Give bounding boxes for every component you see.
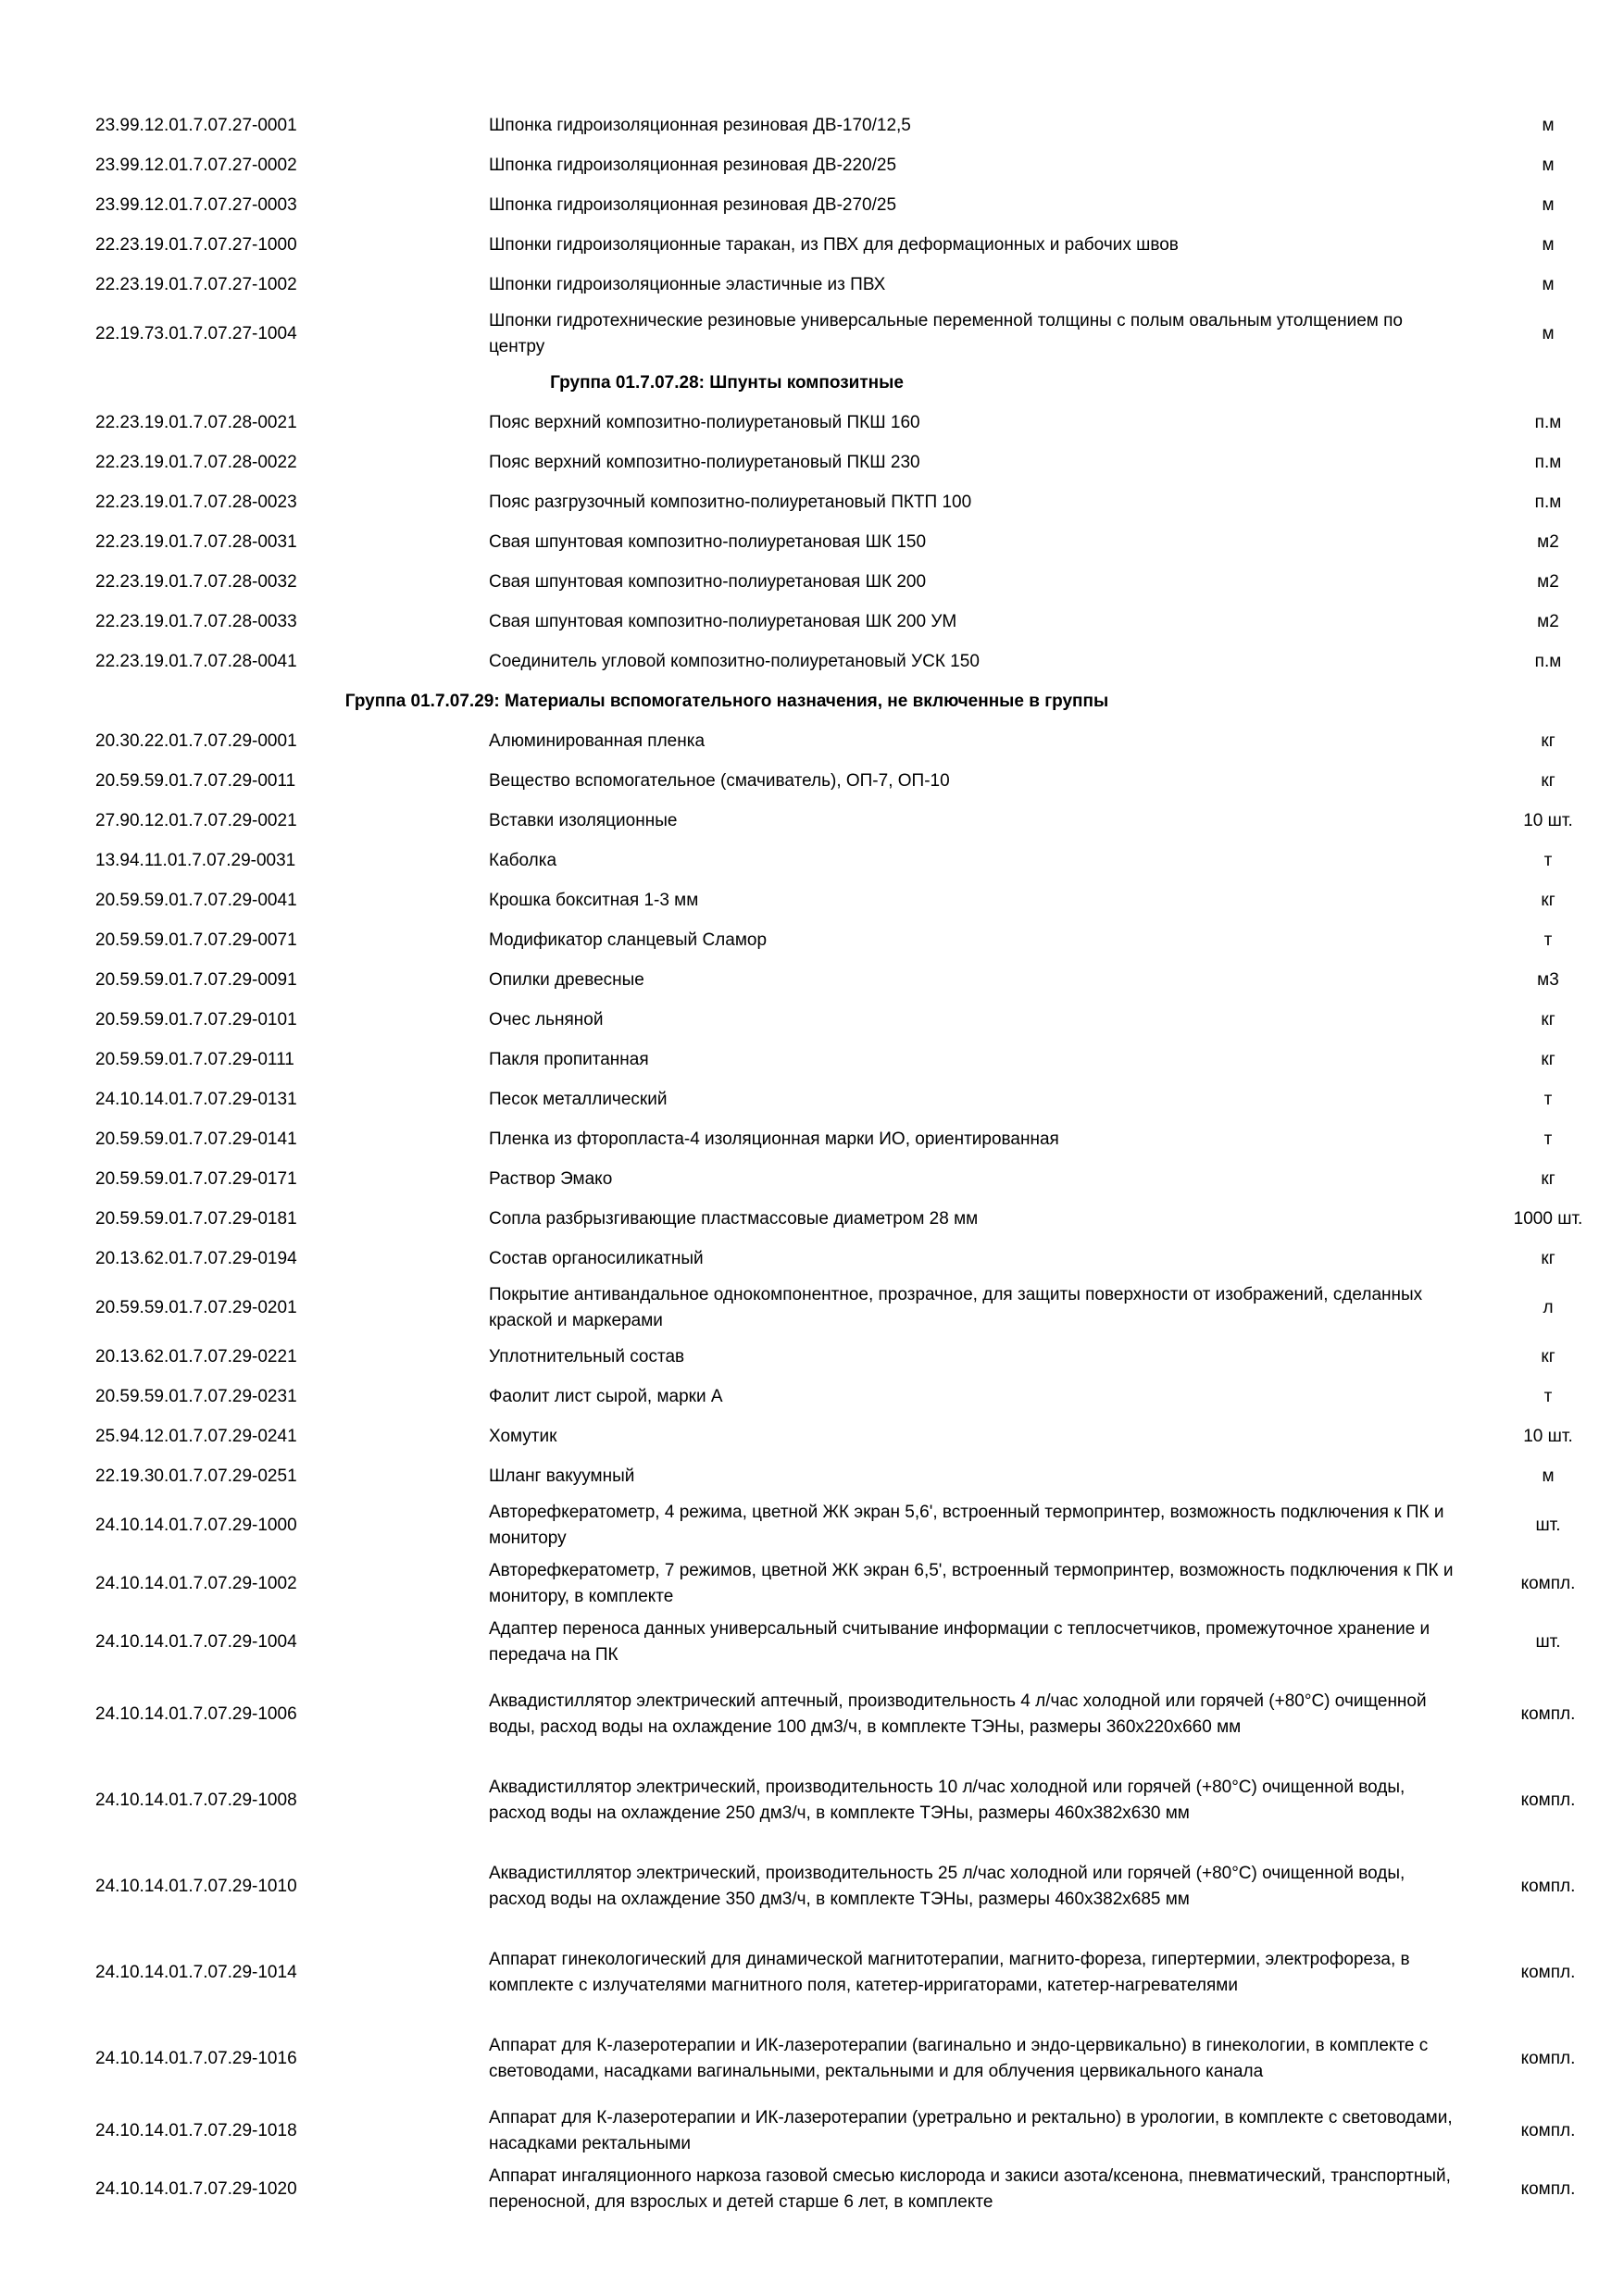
item-code: 22.23.19.01.7.07.28-0022 — [95, 452, 297, 472]
item-name: Хомутик — [489, 1426, 557, 1446]
item-code: 20.59.59.01.7.07.29-0111 — [95, 1049, 294, 1069]
table-row — [95, 403, 1608, 443]
item-code: 24.10.14.01.7.07.29-1016 — [95, 2048, 297, 2068]
item-unit: п.м — [1534, 651, 1562, 671]
item-unit: п.м — [1534, 492, 1562, 512]
item-unit: м — [1542, 274, 1555, 294]
item-code: 22.23.19.01.7.07.27-1002 — [95, 274, 297, 294]
item-name: Состав органосиликатный — [489, 1248, 704, 1268]
item-name: Пояс разгрузочный композитно-полиуретановый ПКТП 100 — [489, 492, 972, 512]
item-name: Сопла разбрызгивающие пластмассовые диаметром 28 мм — [489, 1208, 979, 1229]
item-code: 24.10.14.01.7.07.29-1018 — [95, 2120, 297, 2140]
item-unit: м — [1542, 323, 1555, 343]
item-code: 20.59.59.01.7.07.29-0101 — [95, 1009, 297, 1029]
table-row — [95, 1496, 1608, 1554]
item-unit: компл. — [1520, 2048, 1576, 2068]
table-row — [95, 960, 1608, 1000]
item-name: Аквадистиллятор электрический аптечный, производительность 4 л/час холодной или горячей (+80°С) очищенной воды, расход воды на охлаждение 100 дм3/ч, в комплекте ТЭНы, размеры 360х220х660 мм — [489, 1691, 1427, 1737]
item-unit: м — [1542, 1466, 1555, 1486]
item-name: Шланг вакуумный — [489, 1466, 635, 1486]
item-unit: шт. — [1535, 1515, 1561, 1535]
item-unit: компл. — [1520, 1876, 1576, 1896]
item-code: 23.99.12.01.7.07.27-0002 — [95, 155, 297, 175]
item-unit: кг — [1541, 1009, 1555, 1029]
item-unit: 1000 шт. — [1513, 1208, 1583, 1229]
item-name: Адаптер переноса данных универсальный считывание информации с теплосчетчиков, промежуточное хранение и передача на ПК — [489, 1618, 1430, 1665]
item-unit: п.м — [1534, 412, 1562, 432]
item-unit: компл. — [1520, 1962, 1576, 1982]
item-name: Шпонки гидротехнические резиновые универсальные переменной толщины с полым овальным утолщением по центру — [489, 310, 1403, 356]
item-name: Свая шпунтовая композитно-полиуретановая ШК 200 — [489, 571, 927, 592]
materials-table — [95, 106, 1608, 2218]
table-row — [95, 1554, 1608, 1613]
item-unit: м — [1542, 115, 1555, 135]
table-row — [95, 1000, 1608, 1040]
item-code: 20.59.59.01.7.07.29-0071 — [95, 930, 297, 950]
table-row — [95, 1040, 1608, 1079]
item-name: Пояс верхний композитно-полиуретановый ПКШ 230 — [489, 452, 920, 472]
item-code: 24.10.14.01.7.07.29-1004 — [95, 1631, 297, 1652]
item-name: Свая шпунтовая композитно-полиуретановая ШК 200 УМ — [489, 611, 957, 631]
item-code: 22.23.19.01.7.07.28-0021 — [95, 412, 297, 432]
table-row — [95, 522, 1608, 562]
item-unit: компл. — [1520, 1703, 1576, 1724]
item-code: 22.23.19.01.7.07.28-0032 — [95, 571, 297, 592]
item-name: Соединитель угловой композитно-полиуретановый УСК 150 — [489, 651, 980, 671]
item-name: Песок металлический — [489, 1089, 668, 1109]
item-name: Очес льняной — [489, 1009, 604, 1029]
item-unit: компл. — [1520, 2178, 1576, 2199]
item-unit: кг — [1541, 1248, 1555, 1268]
item-unit: т — [1543, 1129, 1553, 1149]
item-unit: т — [1543, 1089, 1553, 1109]
item-name: Вещество вспомогательное (смачиватель), ОП-7, ОП-10 — [489, 770, 950, 791]
item-unit: шт. — [1535, 1631, 1561, 1652]
table-row — [95, 106, 1608, 145]
item-code: 20.59.59.01.7.07.29-0011 — [95, 770, 296, 791]
item-name: Авторефкератометр, 4 режима, цветной ЖК экран 5,6', встроенный термопринтер, возможность подключения к ПК и монитору — [489, 1502, 1444, 1548]
item-code: 23.99.12.01.7.07.27-0001 — [95, 115, 297, 135]
table-row — [95, 801, 1608, 841]
group-title: Группа 01.7.07.28: Шпунты композитные — [550, 372, 904, 393]
item-code: 24.10.14.01.7.07.29-1002 — [95, 1573, 297, 1593]
table-row — [95, 1929, 1608, 2015]
item-code: 20.30.22.01.7.07.29-0001 — [95, 730, 297, 751]
item-name: Аппарат ингаляционного наркоза газовой смесью кислорода и закиси азота/ксенона, пневматический, транспортный, переносной, для взрослых и детей старше 6 лет, в комплекте — [489, 2165, 1451, 2212]
table-row — [95, 880, 1608, 920]
item-name: Свая шпунтовая композитно-полиуретановая ШК 150 — [489, 531, 927, 552]
table-row — [95, 443, 1608, 482]
group-header-row — [95, 681, 1608, 721]
item-name: Покрытие антивандальное однокомпонентное, прозрачное, для защиты поверхности от изображений, сделанных краской и маркерами — [489, 1284, 1423, 1330]
item-unit: компл. — [1520, 2120, 1576, 2140]
table-row — [95, 1337, 1608, 1377]
item-name: Шпонка гидроизоляционная резиновая ДВ-270/25 — [489, 194, 897, 215]
table-row — [95, 1239, 1608, 1279]
item-code: 22.23.19.01.7.07.28-0041 — [95, 651, 297, 671]
item-unit: кг — [1541, 770, 1555, 791]
item-name: Аквадистиллятор электрический, производительность 10 л/час холодной или горячей (+80°С) очищенной воды, расход воды на охлаждение 250 дм3/ч, в комплекте ТЭНы, размеры 460х382х630 мм — [489, 1777, 1405, 1823]
item-code: 24.10.14.01.7.07.29-0131 — [95, 1089, 297, 1109]
item-code: 24.10.14.01.7.07.29-1020 — [95, 2178, 297, 2199]
item-unit: м3 — [1537, 969, 1559, 990]
table-row — [95, 1456, 1608, 1496]
item-name: Фаолит лист сырой, марки А — [489, 1386, 723, 1406]
item-unit: кг — [1541, 1049, 1555, 1069]
group-title: Группа 01.7.07.29: Материалы вспомогательного назначения, не включенные в группы — [344, 691, 1109, 711]
item-name: Вставки изоляционные — [489, 810, 678, 830]
table-row — [95, 1843, 1608, 1929]
item-name: Крошка бокситная 1-3 мм — [489, 890, 699, 910]
item-name: Шпонка гидроизоляционная резиновая ДВ-170/12,5 — [489, 115, 911, 135]
item-code: 20.13.62.01.7.07.29-0194 — [95, 1248, 297, 1268]
table-row — [95, 562, 1608, 602]
item-name: Пакля пропитанная — [489, 1049, 649, 1069]
item-unit: кг — [1541, 1346, 1555, 1366]
item-code: 24.10.14.01.7.07.29-1000 — [95, 1515, 297, 1535]
table-row — [95, 1279, 1608, 1337]
item-code: 22.19.73.01.7.07.27-1004 — [95, 323, 297, 343]
item-unit: т — [1543, 850, 1553, 870]
item-code: 24.10.14.01.7.07.29-1010 — [95, 1876, 297, 1896]
table-row — [95, 1119, 1608, 1159]
price-list-page — [0, 106, 1624, 2218]
table-row — [95, 482, 1608, 522]
item-code: 20.59.59.01.7.07.29-0171 — [95, 1168, 297, 1189]
item-code: 27.90.12.01.7.07.29-0021 — [95, 810, 297, 830]
table-row — [95, 920, 1608, 960]
item-code: 22.23.19.01.7.07.28-0031 — [95, 531, 297, 552]
item-name: Каболка — [489, 850, 557, 870]
group-header-cell — [95, 363, 1608, 403]
item-unit: кг — [1541, 1168, 1555, 1189]
item-code: 24.10.14.01.7.07.29-1006 — [95, 1703, 297, 1724]
item-unit: компл. — [1520, 1573, 1576, 1593]
item-name: Опилки древесные — [489, 969, 644, 990]
item-name: Алюминированная пленка — [489, 730, 706, 751]
table-row — [95, 1377, 1608, 1416]
table-row — [95, 1671, 1608, 1757]
item-unit: м — [1542, 194, 1555, 215]
item-unit: компл. — [1520, 1790, 1576, 1810]
item-code: 23.99.12.01.7.07.27-0003 — [95, 194, 297, 215]
item-name: Пояс верхний композитно-полиуретановый ПКШ 160 — [489, 412, 920, 432]
item-name: Аппарат для К-лазеротерапии и ИК-лазеротерапии (вагинально и эндо-цервикально) в гинекологии, в комплекте с световодами, насадками вагинальными, ректальными и для облучения цервикального канала — [489, 2035, 1429, 2081]
item-code: 20.59.59.01.7.07.29-0091 — [95, 969, 297, 990]
item-name: Уплотнительный состав — [489, 1346, 685, 1366]
item-code: 22.19.30.01.7.07.29-0251 — [95, 1466, 297, 1486]
item-code: 20.59.59.01.7.07.29-0141 — [95, 1129, 297, 1149]
item-code: 20.13.62.01.7.07.29-0221 — [95, 1346, 297, 1366]
item-code: 20.59.59.01.7.07.29-0181 — [95, 1208, 297, 1229]
table-row — [95, 1159, 1608, 1199]
item-name: Шпонки гидроизоляционные таракан, из ПВХ для деформационных и рабочих швов — [489, 234, 1179, 255]
item-unit: кг — [1541, 730, 1555, 751]
materials-table-body — [95, 106, 1608, 2218]
table-row — [95, 602, 1608, 642]
item-unit: т — [1543, 930, 1553, 950]
item-code: 24.10.14.01.7.07.29-1014 — [95, 1962, 297, 1982]
item-code: 20.59.59.01.7.07.29-0231 — [95, 1386, 297, 1406]
table-row — [95, 2160, 1608, 2218]
item-name: Аквадистиллятор электрический, производительность 25 л/час холодной или горячей (+80°С) очищенной воды, расход воды на охлаждение 350 дм3/ч, в комплекте ТЭНы, размеры 460х382х685 мм — [489, 1863, 1405, 1909]
table-row — [95, 2015, 1608, 2102]
table-row — [95, 265, 1608, 305]
table-row — [95, 1199, 1608, 1239]
table-row — [95, 642, 1608, 681]
table-row — [95, 1757, 1608, 1843]
item-unit: л — [1543, 1297, 1554, 1317]
item-name: Раствор Эмако — [489, 1168, 613, 1189]
item-unit: т — [1543, 1386, 1553, 1406]
group-header-row — [95, 363, 1608, 403]
item-code: 25.94.12.01.7.07.29-0241 — [95, 1426, 297, 1446]
item-unit: м2 — [1537, 531, 1559, 552]
table-row — [95, 2102, 1608, 2160]
item-name: Авторефкератометр, 7 режимов, цветной ЖК экран 6,5', встроенный термопринтер, возможность подключения к ПК и монитору, в комплекте — [489, 1560, 1454, 1606]
item-code: 24.10.14.01.7.07.29-1008 — [95, 1790, 297, 1810]
group-header-cell — [95, 681, 1608, 721]
table-row — [95, 1613, 1608, 1671]
item-code: 22.23.19.01.7.07.28-0033 — [95, 611, 297, 631]
item-code: 20.59.59.01.7.07.29-0041 — [95, 890, 297, 910]
item-unit: 10 шт. — [1523, 1426, 1573, 1446]
item-code: 13.94.11.01.7.07.29-0031 — [95, 850, 296, 870]
table-row — [95, 225, 1608, 265]
item-code: 22.23.19.01.7.07.28-0023 — [95, 492, 297, 512]
table-row — [95, 145, 1608, 185]
item-name: Шпонка гидроизоляционная резиновая ДВ-220/25 — [489, 155, 897, 175]
item-unit: м — [1542, 155, 1555, 175]
item-name: Модификатор сланцевый Сламор — [489, 930, 768, 950]
table-row — [95, 185, 1608, 225]
table-row — [95, 761, 1608, 801]
table-row — [95, 1416, 1608, 1456]
item-name: Аппарат гинекологический для динамической магнитотерапии, магнито-фореза, гипертермии, электрофореза, в комплекте с излучателями магнитного поля, катетер-ирригаторами, катетер-нагревателями — [489, 1949, 1410, 1995]
item-unit: м2 — [1537, 571, 1559, 592]
item-unit: п.м — [1534, 452, 1562, 472]
item-name: Пленка из фторопласта-4 изоляционная марки ИО, ориентированная — [489, 1129, 1059, 1149]
item-unit: м — [1542, 234, 1555, 255]
table-row — [95, 721, 1608, 761]
item-code: 20.59.59.01.7.07.29-0201 — [95, 1297, 297, 1317]
item-name: Аппарат для К-лазеротерапии и ИК-лазеротерапии (уретрально и ректально) в урологии, в комплекте с световодами, насадками ректальными — [489, 2107, 1453, 2153]
table-row — [95, 305, 1608, 363]
item-unit: м2 — [1537, 611, 1559, 631]
item-code: 22.23.19.01.7.07.27-1000 — [95, 234, 297, 255]
table-row — [95, 1079, 1608, 1119]
item-unit: 10 шт. — [1523, 810, 1573, 830]
item-name: Шпонки гидроизоляционные эластичные из ПВХ — [489, 274, 886, 294]
table-row — [95, 841, 1608, 880]
item-unit: кг — [1541, 890, 1555, 910]
